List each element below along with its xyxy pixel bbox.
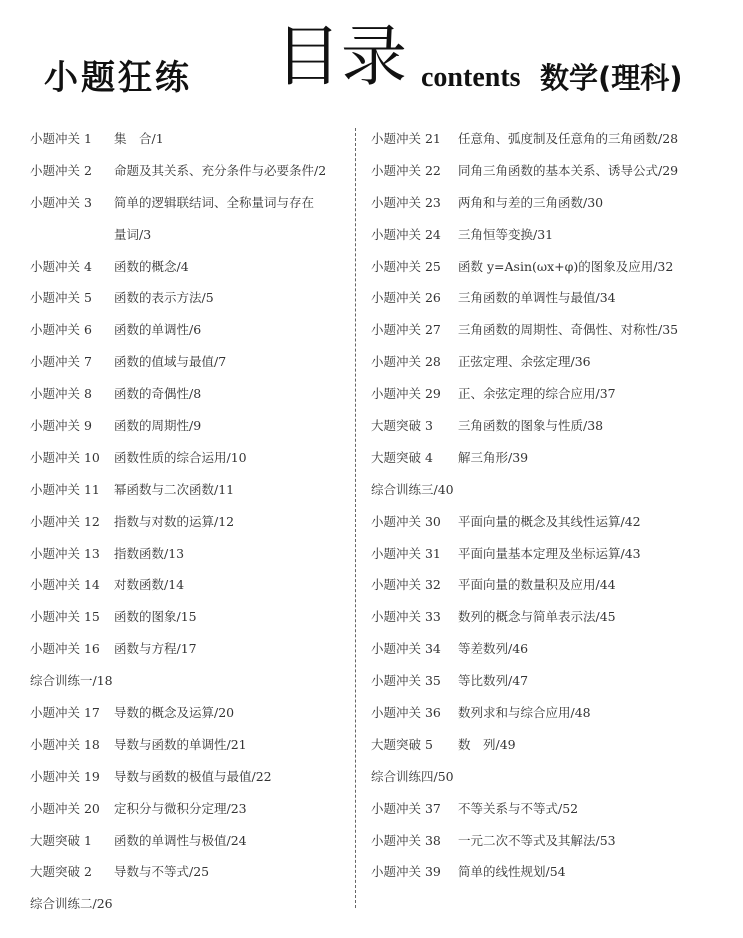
toc-entry-label: 小题冲关 30: [371, 513, 441, 529]
toc-entry-title: 数 列/49: [458, 736, 516, 752]
toc-entry-title: 函数的表示方法/5: [114, 290, 214, 306]
toc-entry-title: 函数的周期性/9: [114, 417, 202, 433]
toc-right-column: [371, 122, 731, 887]
toc-entry: [30, 887, 350, 919]
toc-entry: [371, 377, 731, 409]
toc-entry: [371, 281, 731, 313]
toc-entry: [371, 313, 731, 345]
toc-entry-title: 简单的逻辑联结词、全称量词与存在: [114, 194, 315, 210]
toc-entry-title: 函数的概念/4: [114, 258, 189, 274]
toc-entry: [371, 792, 731, 824]
toc-entry-label: 小题冲关 14: [30, 577, 100, 593]
toc-entry: [30, 568, 350, 600]
toc-entry-label: 小题冲关 8: [30, 386, 92, 402]
toc-entry-label: 小题冲关 24: [371, 226, 441, 242]
toc-entry: [371, 154, 731, 186]
toc-entry: [30, 505, 350, 537]
toc-entry-label: 综合训练一/18: [30, 673, 113, 689]
toc-entry-title: 正、余弦定理的综合应用/37: [458, 386, 616, 402]
toc-entry-label: 小题冲关 4: [30, 258, 92, 274]
toc-entry-label: 小题冲关 2: [30, 162, 92, 178]
toc-entry: [30, 345, 350, 377]
toc-entry-label: 小题冲关 17: [30, 704, 100, 720]
toc-entry-title: 数列的概念与简单表示法/45: [458, 609, 616, 625]
toc-entry-label: 小题冲关 19: [30, 768, 100, 784]
toc-entry: [30, 537, 350, 569]
toc-entry-title: 一元二次不等式及其解法/53: [458, 832, 616, 848]
toc-entry-label: 小题冲关 26: [371, 290, 441, 306]
toc-entry: [30, 728, 350, 760]
toc-entry-title: 指数函数/13: [114, 545, 185, 561]
toc-entry: [30, 696, 350, 728]
toc-entry: [371, 441, 731, 473]
toc-entry-title: 正弦定理、余弦定理/36: [458, 354, 591, 370]
toc-entry-title: 命题及其关系、充分条件与必要条件/2: [114, 162, 327, 178]
toc-entry-title: 解三角形/39: [458, 449, 529, 465]
toc-entry-label: 小题冲关 15: [30, 609, 100, 625]
toc-entry-label: 小题冲关 1: [30, 130, 92, 146]
toc-entry-label: 大题突破 4: [371, 449, 433, 465]
toc-entry-label: 小题冲关 33: [371, 609, 441, 625]
toc-entry-title: 三角函数的单调性与最值/34: [458, 290, 616, 306]
toc-entry: [371, 409, 731, 441]
toc-entry: [30, 824, 350, 856]
toc-entry: [371, 345, 731, 377]
toc-entry-title: 导数的概念及运算/20: [114, 704, 235, 720]
toc-entry-label: 小题冲关 31: [371, 545, 441, 561]
toc-entry: [371, 186, 731, 218]
toc-entry-label: 小题冲关 13: [30, 545, 100, 561]
toc-entry-label: 小题冲关 34: [371, 641, 441, 657]
toc-entry-label: 小题冲关 5: [30, 290, 92, 306]
toc-entry-title: 平面向量的概念及其线性运算/42: [458, 513, 641, 529]
toc-entry-label: 小题冲关 12: [30, 513, 100, 529]
toc-entry: [371, 537, 731, 569]
toc-entry-label: 小题冲关 32: [371, 577, 441, 593]
toc-entry-label: 小题冲关 9: [30, 417, 92, 433]
toc-entry: [30, 250, 350, 282]
toc-entry-title: 导数与函数的极值与最值/22: [114, 768, 272, 784]
toc-entry-title: 函数的图象/15: [114, 609, 197, 625]
toc-entry: [30, 122, 350, 154]
toc-entry: [30, 664, 350, 696]
toc-entry: [30, 313, 350, 345]
toc-entry-title: 函数 y=Asin(ωx+φ)的图象及应用/32: [458, 258, 674, 274]
toc-entry: [371, 664, 731, 696]
toc-entry-label: 小题冲关 7: [30, 354, 92, 370]
toc-entry-title: 函数与方程/17: [114, 641, 197, 657]
toc-entry-title: 量词/3: [114, 226, 152, 242]
toc-entry-label: 综合训练二/26: [30, 896, 113, 912]
toc-entry-title: 函数的奇偶性/8: [114, 386, 202, 402]
toc-entry: [30, 600, 350, 632]
toc-entry-title: 函数的单调性与极值/24: [114, 832, 247, 848]
toc-entry: [30, 760, 350, 792]
toc-entry-label: 小题冲关 3: [30, 194, 92, 210]
toc-entry-label: 小题冲关 29: [371, 386, 441, 402]
toc-entry-title: 等差数列/46: [458, 641, 529, 657]
column-divider: [355, 128, 356, 908]
toc-entry-label: 小题冲关 6: [30, 322, 92, 338]
toc-entry-label: 大题突破 3: [371, 417, 433, 433]
toc-entry-title: 三角恒等变换/31: [458, 226, 554, 242]
toc-entry: [371, 632, 731, 664]
toc-entry-label: 小题冲关 35: [371, 673, 441, 689]
toc-entry: [30, 441, 350, 473]
toc-entry-title: 任意角、弧度制及任意角的三角函数/28: [458, 130, 679, 146]
toc-entry: [371, 505, 731, 537]
toc-entry-label: 小题冲关 10: [30, 449, 100, 465]
toc-entry-title: 三角函数的周期性、奇偶性、对称性/35: [458, 322, 679, 338]
toc-entry-title: 对数函数/14: [114, 577, 185, 593]
toc-entry-title: 幂函数与二次函数/11: [114, 481, 235, 497]
toc-entry-title: 平面向量的数量积及应用/44: [458, 577, 616, 593]
toc-entry-title: 简单的线性规划/54: [458, 864, 566, 880]
toc-entry-label: 大题突破 1: [30, 832, 92, 848]
toc-entry-title: 函数性质的综合运用/10: [114, 449, 247, 465]
page-header: [0, 0, 743, 115]
toc-entry: [371, 600, 731, 632]
toc-entry-label: 小题冲关 11: [30, 481, 100, 497]
toc-entry-title: 数列求和与综合应用/48: [458, 704, 591, 720]
toc-entry-label: 小题冲关 21: [371, 130, 441, 146]
toc-entry-label: 综合训练三/40: [371, 481, 454, 497]
toc-entry: [371, 728, 731, 760]
toc-entry-label: 大题突破 2: [30, 864, 92, 880]
toc-entry: [371, 568, 731, 600]
toc-entry-title: 指数与对数的运算/12: [114, 513, 235, 529]
toc-entry: [371, 760, 731, 792]
toc-entry-label: 小题冲关 38: [371, 832, 441, 848]
page-title: 目录: [275, 18, 407, 95]
toc-entry-title: 等比数列/47: [458, 673, 529, 689]
toc-entry-label: 小题冲关 25: [371, 258, 441, 274]
toc-entry-label: 小题冲关 36: [371, 704, 441, 720]
toc-entry: [30, 855, 350, 887]
toc-entry: [371, 855, 731, 887]
toc-entry: [30, 186, 350, 218]
toc-entry-label: 小题冲关 23: [371, 194, 441, 210]
toc-entry-label: 小题冲关 20: [30, 800, 100, 816]
toc-entry-title: 定积分与微积分定理/23: [114, 800, 247, 816]
toc-entry: [30, 792, 350, 824]
toc-entry-label: 小题冲关 39: [371, 864, 441, 880]
toc-entry: [30, 377, 350, 409]
toc-entry-title: 导数与不等式/25: [114, 864, 210, 880]
toc-entry-label: 小题冲关 22: [371, 162, 441, 178]
toc-entry-label: 综合训练四/50: [371, 768, 454, 784]
toc-entry-title: 函数的值域与最值/7: [114, 354, 227, 370]
toc-entry: [30, 218, 350, 250]
toc-entry-label: 小题冲关 28: [371, 354, 441, 370]
toc-entry: [371, 122, 731, 154]
toc-entry: [30, 154, 350, 186]
toc-entry-label: 小题冲关 37: [371, 800, 441, 816]
toc-entry: [30, 281, 350, 313]
toc-left-column: [30, 122, 350, 919]
toc-entry: [371, 824, 731, 856]
toc-entry: [371, 218, 731, 250]
toc-entry-title: 两角和与差的三角函数/30: [458, 194, 604, 210]
toc-entry: [30, 473, 350, 505]
toc-entry-title: 同角三角函数的基本关系、诱导公式/29: [458, 162, 679, 178]
toc-entry: [371, 696, 731, 728]
toc-entry-title: 函数的单调性/6: [114, 322, 202, 338]
contents-label: contents: [421, 62, 521, 93]
toc-entry-title: 三角函数的图象与性质/38: [458, 417, 604, 433]
toc-entry-label: 小题冲关 27: [371, 322, 441, 338]
toc-entry: [371, 250, 731, 282]
toc-entry: [30, 632, 350, 664]
toc-entry-label: 大题突破 5: [371, 736, 433, 752]
toc-entry-title: 平面向量基本定理及坐标运算/43: [458, 545, 641, 561]
toc-entry: [371, 473, 731, 505]
toc-entry-label: 小题冲关 16: [30, 641, 100, 657]
toc-entry-title: 集 合/1: [114, 130, 164, 146]
toc-entry-title: 不等关系与不等式/52: [458, 800, 579, 816]
subject-label: 数学(理科): [540, 61, 683, 95]
toc-entry-label: 小题冲关 18: [30, 736, 100, 752]
toc-entry-title: 导数与函数的单调性/21: [114, 736, 247, 752]
toc-entry: [30, 409, 350, 441]
series-title: 小题狂练: [44, 58, 192, 98]
